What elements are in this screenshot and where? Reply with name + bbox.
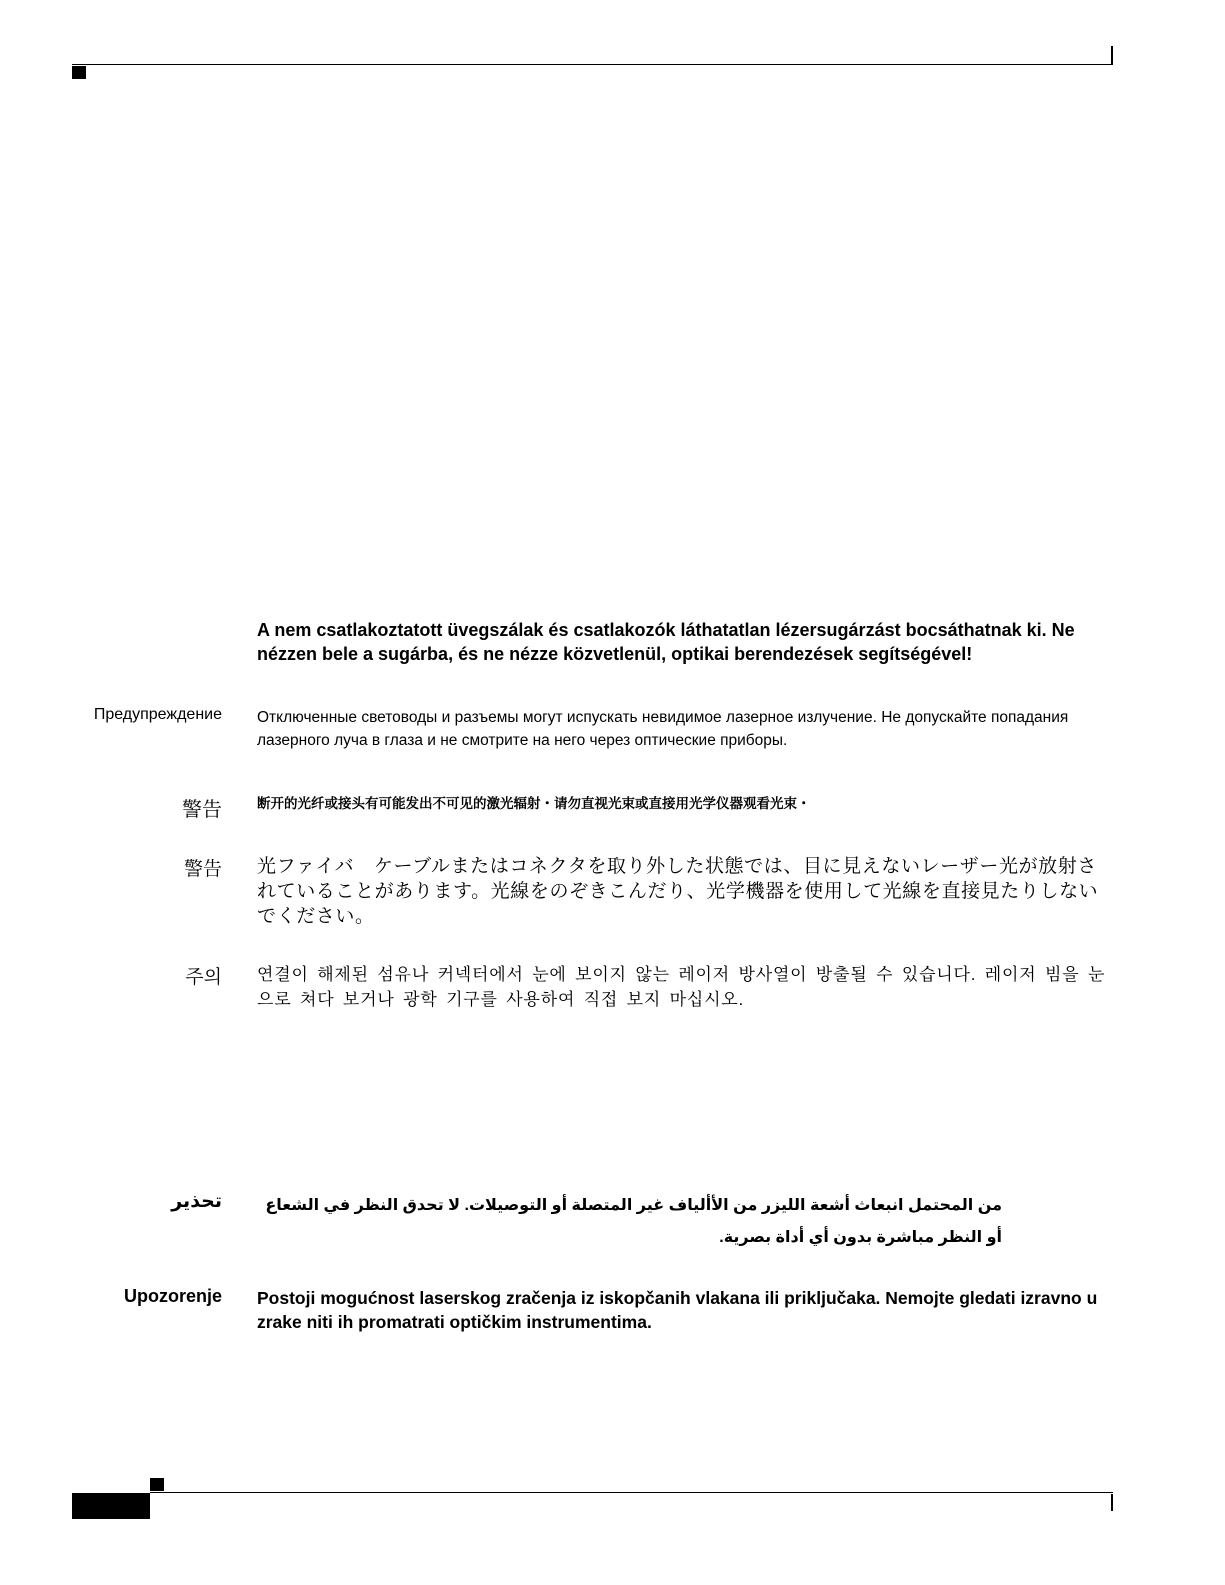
header-marker [72,66,86,79]
warning-text-arabic: من المحتمل انبعاث أشعة الليزر من الأألياف غير المتصلة أو التوصيلات. لا تحدق النظر في الشعاع أو النظر مباشرة بدون أي أداة بصرية. [265,1197,1002,1246]
footer-marker [150,1478,164,1491]
warning-label-japanese: 警告 [183,859,222,880]
warning-text-russian: Отключенные световоды и разъемы могут испускать невидимое лазерное излучение. Не допускайте попадания лазерного луча в глаза и не смотрите на него через оптические приборы. [257,709,1069,749]
warning-text-hungarian: A nem csatlakoztatott üvegszálak és csatlakozók láthatatlan lézersugárzást bocsáthatnak ki. Ne nézzen bele a sugárba, és ne nézze közvetlenül, optikai berendezések segítségével! [257,620,1075,664]
header-rule [72,64,1113,65]
footer-page-block [72,1493,150,1519]
warning-text-croatian: Postoji mogućnost laserskog zračenja iz iskopčanih vlakana ili priključaka. Nemojte gledati izravno u zrake niti ih promatrati optičkim instrumentima. [257,1288,1098,1332]
warning-text-japanese: 光ファイバ ケーブルまたはコネクタを取り外した状態では、目に見えないレーザー光が放射されていることがあります。光線をのぞきこんだり、光学機器を使用して光線を直接見たりしないでください。 [257,856,1099,927]
warning-label-chinese: 警告 [182,799,222,821]
warning-text-chinese: 断开的光纤或接头有可能发出不可见的激光辐射・请勿直视光束或直接用光学仪器观看光束・ [257,796,811,811]
footer-tick [1111,1494,1113,1511]
warning-label-arabic: تحذير [171,1191,222,1212]
warning-label-korean: 주의 [185,967,222,988]
header-tick [1111,46,1113,65]
warning-label-croatian: Upozorenje [123,1286,222,1306]
warning-text-korean: 연결이 해제된 섬유나 커넥터에서 눈에 보이지 않는 레이저 방사열이 방출될 수 있습니다. 레이저 빔을 눈으로 쳐다 보거나 광학 기구를 사용하여 직접 보지 마십시오. [257,965,1106,1009]
footer-rule [150,1492,1113,1493]
warning-label-russian: Предупреждение [93,706,222,723]
